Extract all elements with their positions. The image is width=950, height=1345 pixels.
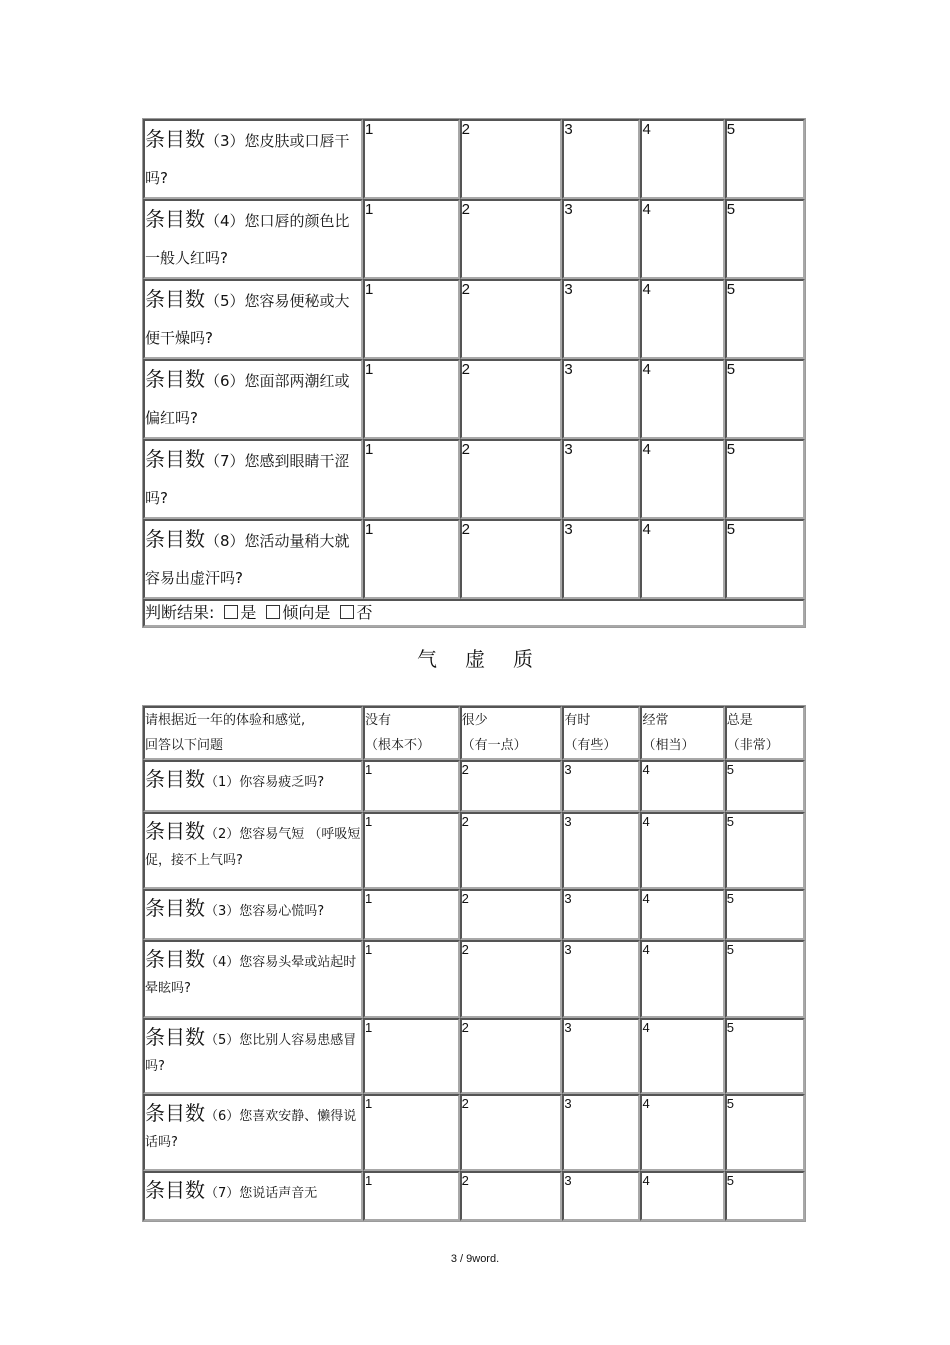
- item-row: [143, 439, 805, 519]
- score-cell[interactable]: 3: [562, 1171, 640, 1221]
- item-row: [143, 1171, 805, 1221]
- result-label: 判断结果:: [145, 603, 215, 622]
- score-cell[interactable]: 1: [363, 940, 460, 1018]
- score-cell[interactable]: 5: [725, 812, 805, 889]
- item-row: [143, 199, 805, 279]
- column-header: [460, 706, 563, 760]
- score-cell[interactable]: 5: [725, 359, 805, 439]
- item-question: [143, 1094, 363, 1171]
- item-question: [143, 279, 363, 359]
- score-cell[interactable]: 5: [725, 1171, 805, 1221]
- score-cell[interactable]: 3: [562, 1018, 640, 1094]
- column-header-bottom: （非常）: [726, 738, 779, 753]
- score-cell[interactable]: 2: [460, 1094, 563, 1171]
- item-row: [143, 760, 805, 812]
- score-cell[interactable]: 3: [562, 439, 640, 519]
- question-header-line: 请根据近一年的体验和感觉,: [145, 713, 306, 728]
- score-cell[interactable]: 3: [562, 119, 640, 199]
- score-cell[interactable]: 4: [640, 889, 724, 940]
- checkbox[interactable]: [266, 605, 280, 619]
- column-header-top: 没有: [364, 713, 391, 728]
- item-row: [143, 1094, 805, 1171]
- score-cell[interactable]: 3: [562, 279, 640, 359]
- result-cell: [143, 599, 805, 627]
- score-cell[interactable]: 4: [640, 279, 724, 359]
- item-prefix: 条目数: [145, 1025, 205, 1049]
- column-header-bottom: （根本不）: [364, 738, 430, 753]
- score-cell[interactable]: 5: [725, 519, 805, 599]
- questionnaire-table-1: [142, 118, 806, 628]
- item-prefix: 条目数: [145, 767, 205, 791]
- checkbox[interactable]: [340, 605, 354, 619]
- score-cell[interactable]: 2: [460, 439, 563, 519]
- column-header: [640, 706, 724, 760]
- result-row: [143, 599, 805, 627]
- item-text: （6）您面部两潮红或偏红吗?: [145, 372, 350, 427]
- item-text: （4）您口唇的颜色比一般人红吗?: [145, 212, 350, 267]
- score-cell[interactable]: 2: [460, 940, 563, 1018]
- item-row: [143, 519, 805, 599]
- item-text: （7）您说话声音无: [205, 1186, 318, 1201]
- item-row: [143, 119, 805, 199]
- score-cell[interactable]: 1: [363, 279, 460, 359]
- score-cell[interactable]: 5: [725, 940, 805, 1018]
- item-text: （1）你容易疲乏吗?: [205, 775, 325, 790]
- score-cell[interactable]: 1: [363, 119, 460, 199]
- score-cell[interactable]: 2: [460, 1018, 563, 1094]
- item-prefix: 条目数: [145, 819, 205, 843]
- score-cell[interactable]: 5: [725, 1018, 805, 1094]
- score-cell[interactable]: 3: [562, 889, 640, 940]
- item-prefix: 条目数: [145, 896, 205, 920]
- score-cell[interactable]: 1: [363, 760, 460, 812]
- score-cell[interactable]: 5: [725, 119, 805, 199]
- column-header-top: 总是: [726, 713, 753, 728]
- score-cell[interactable]: 4: [640, 940, 724, 1018]
- score-cell[interactable]: 3: [562, 519, 640, 599]
- score-cell[interactable]: 2: [460, 519, 563, 599]
- item-text: （3）您容易心慌吗?: [205, 904, 325, 919]
- score-cell[interactable]: 4: [640, 119, 724, 199]
- item-row: [143, 812, 805, 889]
- question-header-line: 回答以下问题: [145, 738, 224, 753]
- score-cell[interactable]: 1: [363, 889, 460, 940]
- score-cell[interactable]: 4: [640, 1094, 724, 1171]
- score-cell[interactable]: 2: [460, 199, 563, 279]
- score-cell[interactable]: 1: [363, 519, 460, 599]
- score-cell[interactable]: 2: [460, 1171, 563, 1221]
- score-cell[interactable]: 5: [725, 889, 805, 940]
- score-cell[interactable]: 5: [725, 439, 805, 519]
- score-cell[interactable]: 5: [725, 279, 805, 359]
- score-cell[interactable]: 1: [363, 1018, 460, 1094]
- column-header: [363, 706, 460, 760]
- item-row: [143, 279, 805, 359]
- score-cell[interactable]: 1: [363, 359, 460, 439]
- score-cell[interactable]: 1: [363, 199, 460, 279]
- item-question: [143, 439, 363, 519]
- column-header-top: 很少: [461, 713, 488, 728]
- item-row: [143, 940, 805, 1018]
- item-row: [143, 359, 805, 439]
- score-cell[interactable]: 2: [460, 760, 563, 812]
- checkbox-label: 倾向是: [282, 603, 331, 622]
- column-header: [725, 706, 805, 760]
- item-text: （5）您比别人容易患感冒吗?: [145, 1033, 357, 1074]
- item-prefix: 条目数: [145, 127, 205, 151]
- score-cell[interactable]: 4: [640, 1018, 724, 1094]
- score-cell[interactable]: 1: [363, 439, 460, 519]
- item-question: [143, 1171, 363, 1221]
- score-cell[interactable]: 2: [460, 119, 563, 199]
- score-cell[interactable]: 3: [562, 940, 640, 1018]
- score-cell[interactable]: 4: [640, 439, 724, 519]
- score-cell[interactable]: 4: [640, 812, 724, 889]
- score-cell[interactable]: 1: [363, 812, 460, 889]
- column-header-top: 经常: [642, 713, 669, 728]
- score-cell[interactable]: 3: [562, 760, 640, 812]
- item-row: [143, 1018, 805, 1094]
- score-cell[interactable]: 4: [640, 359, 724, 439]
- item-prefix: 条目数: [145, 207, 205, 231]
- checkbox-label: 是: [240, 603, 257, 622]
- item-text: （6）您喜欢安静、懒得说话吗?: [145, 1109, 357, 1150]
- column-header-bottom: （有一点）: [461, 738, 527, 753]
- title-char: 质: [513, 647, 533, 671]
- page-footer: 3 / 9word.: [450, 1253, 500, 1265]
- item-text: （2）您容易气短 （呼吸短促，接不上气吗?: [145, 827, 361, 868]
- score-cell[interactable]: 3: [562, 1094, 640, 1171]
- column-header-bottom: （相当）: [642, 738, 695, 753]
- section-title: [0, 643, 950, 672]
- score-cell[interactable]: 3: [562, 359, 640, 439]
- item-question: [143, 519, 363, 599]
- score-cell[interactable]: 2: [460, 889, 563, 940]
- score-cell[interactable]: 2: [460, 812, 563, 889]
- score-cell[interactable]: 2: [460, 359, 563, 439]
- checkbox[interactable]: [224, 605, 238, 619]
- item-prefix: 条目数: [145, 287, 205, 311]
- score-cell[interactable]: 4: [640, 1171, 724, 1221]
- item-text: （8）您活动量稍大就容易出虚汗吗?: [145, 532, 350, 587]
- column-header-bottom: （有些）: [564, 738, 617, 753]
- item-question: [143, 940, 363, 1018]
- score-cell[interactable]: 4: [640, 199, 724, 279]
- item-question: [143, 1018, 363, 1094]
- item-prefix: 条目数: [145, 947, 205, 971]
- checkbox-label: 否: [356, 603, 373, 622]
- title-char: 气: [417, 647, 437, 671]
- item-question: [143, 119, 363, 199]
- column-header: [562, 706, 640, 760]
- score-cell[interactable]: 2: [460, 279, 563, 359]
- item-question: [143, 889, 363, 940]
- column-header-top: 有时: [564, 713, 591, 728]
- score-cell[interactable]: 5: [725, 760, 805, 812]
- item-question: [143, 199, 363, 279]
- score-cell[interactable]: 1: [363, 1094, 460, 1171]
- item-row: [143, 889, 805, 940]
- item-question: [143, 359, 363, 439]
- score-cell[interactable]: 3: [562, 199, 640, 279]
- question-header: [143, 706, 363, 760]
- questionnaire-table-2: [142, 705, 806, 1222]
- score-cell[interactable]: 5: [725, 1094, 805, 1171]
- item-text: （7）您感到眼睛干涩吗?: [145, 452, 350, 507]
- header-row: [143, 706, 805, 760]
- score-cell[interactable]: 4: [640, 760, 724, 812]
- score-cell[interactable]: 1: [363, 1171, 460, 1221]
- score-cell[interactable]: 3: [562, 812, 640, 889]
- item-text: （3）您皮肤或口唇干吗?: [145, 132, 350, 187]
- score-cell[interactable]: 4: [640, 519, 724, 599]
- item-text: （4）您容易头晕或站起时晕眩吗?: [145, 955, 357, 996]
- item-prefix: 条目数: [145, 1178, 205, 1202]
- item-question: [143, 760, 363, 812]
- item-question: [143, 812, 363, 889]
- item-text: （5）您容易便秘或大便干燥吗?: [145, 292, 350, 347]
- item-prefix: 条目数: [145, 447, 205, 471]
- score-cell[interactable]: 5: [725, 199, 805, 279]
- item-prefix: 条目数: [145, 367, 205, 391]
- item-prefix: 条目数: [145, 1101, 205, 1125]
- item-prefix: 条目数: [145, 527, 205, 551]
- title-char: 虚: [465, 647, 485, 671]
